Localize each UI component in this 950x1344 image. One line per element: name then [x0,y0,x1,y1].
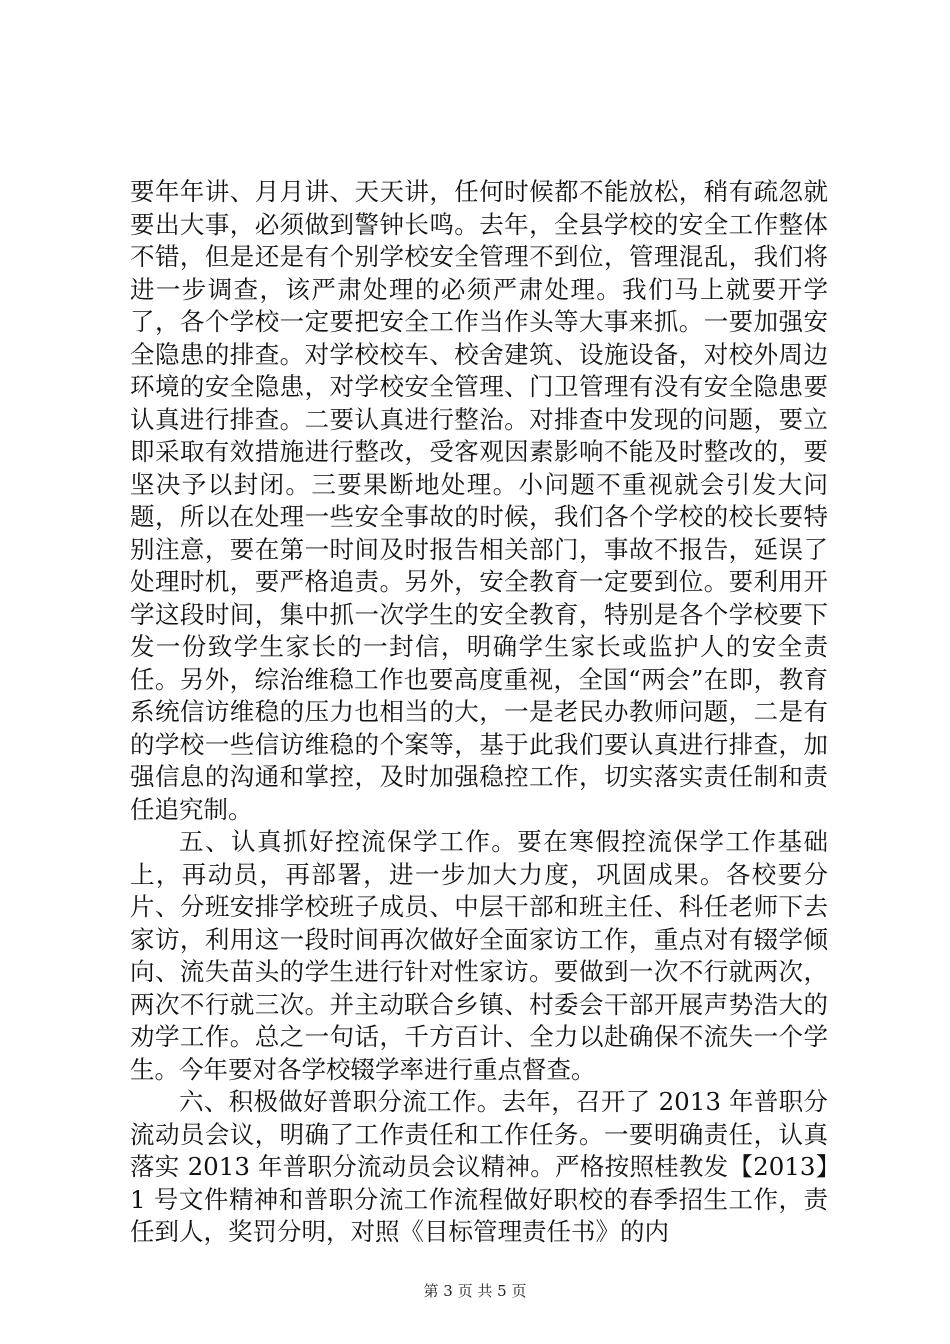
page-number-footer: 第 3 页 共 5 页 [423,1282,527,1300]
paragraph-vocational-streaming: 六、积极做好普职分流工作。去年，召开了 2013 年普职分流动员会议，明确了工作责任和工作任务。一要明确责任，认真落实 2013 年普职分流动员会议精神。严格按照桂教发【2013】1 号文件精神和普职分流工作流程做好职校的春季招生工作，责任到人，奖罚分明，对照《目标管理责任书》的内 [130,1087,828,1246]
paragraph-dropout-prevention: 五、认真抓好控流保学工作。要在寒假控流保学工作基础上，再动员，再部署，进一步加大力度，巩固成果。各校要分片、分班安排学校班子成员、中层干部和班主任、科任老师下去家访，利用这一段时间再次做好全面家访工作，重点对有辍学倾向、流失苗头的学生进行针对性家访。要做到一次不行就两次，两次不行就三次。并主动联合乡镇、村委会干部开展声势浩大的劝学工作。总之一句话，千方百计、全力以赴确保不流失一个学生。今年要对各学校辍学率进行重点督查。 [130,827,828,1084]
paragraph-safety-work: 要年年讲、月月讲、天天讲，任何时候都不能放松，稍有疏忽就要出大事，必须做到警钟长鸣。去年，全县学校的安全工作整体不错，但是还是有个别学校安全管理不到位，管理混乱，我们将进一步调查，该严肃处理的必须严肃处理。我们马上就要开学了，各个学校一定要把安全工作当作头等大事来抓。一要加强安全隐患的排查。对学校校车、校舍建筑、设施设备，对校外周边环境的安全隐患，对学校安全管理、门卫管理有没有安全隐患要认真进行排查。二要认真进行整治。对排查中发现的问题，要立即采取有效措施进行整改，受客观因素影响不能及时整改的，要坚决予以封闭。三要果断地处理。小问题不重视就会引发大问题，所以在处理一些安全事故的时候，我们各个学校的校长要特别注意，要在第一时间及时报告相关部门，事故不报告，延误了处理时机，要严格追责。另外，安全教育一定要到位。要利用开学这段时间，集中抓一次学生的安全教育，特别是各个学校要下发一份致学生家长的一封信，明确学生家长或监护人的安全责任。另外，综治维稳工作也要高度重视，全国“两会”在即，教育系统信访维稳的压力也相当的大，一是老民办教师问题，二是有的学校一些信访维稳的个案等，基于此我们要认真进行排查，加强信息的沟通和掌控，及时加强稳控工作，切实落实责任制和责任追究制。 [130,177,828,824]
document-body [130,176,828,1249]
